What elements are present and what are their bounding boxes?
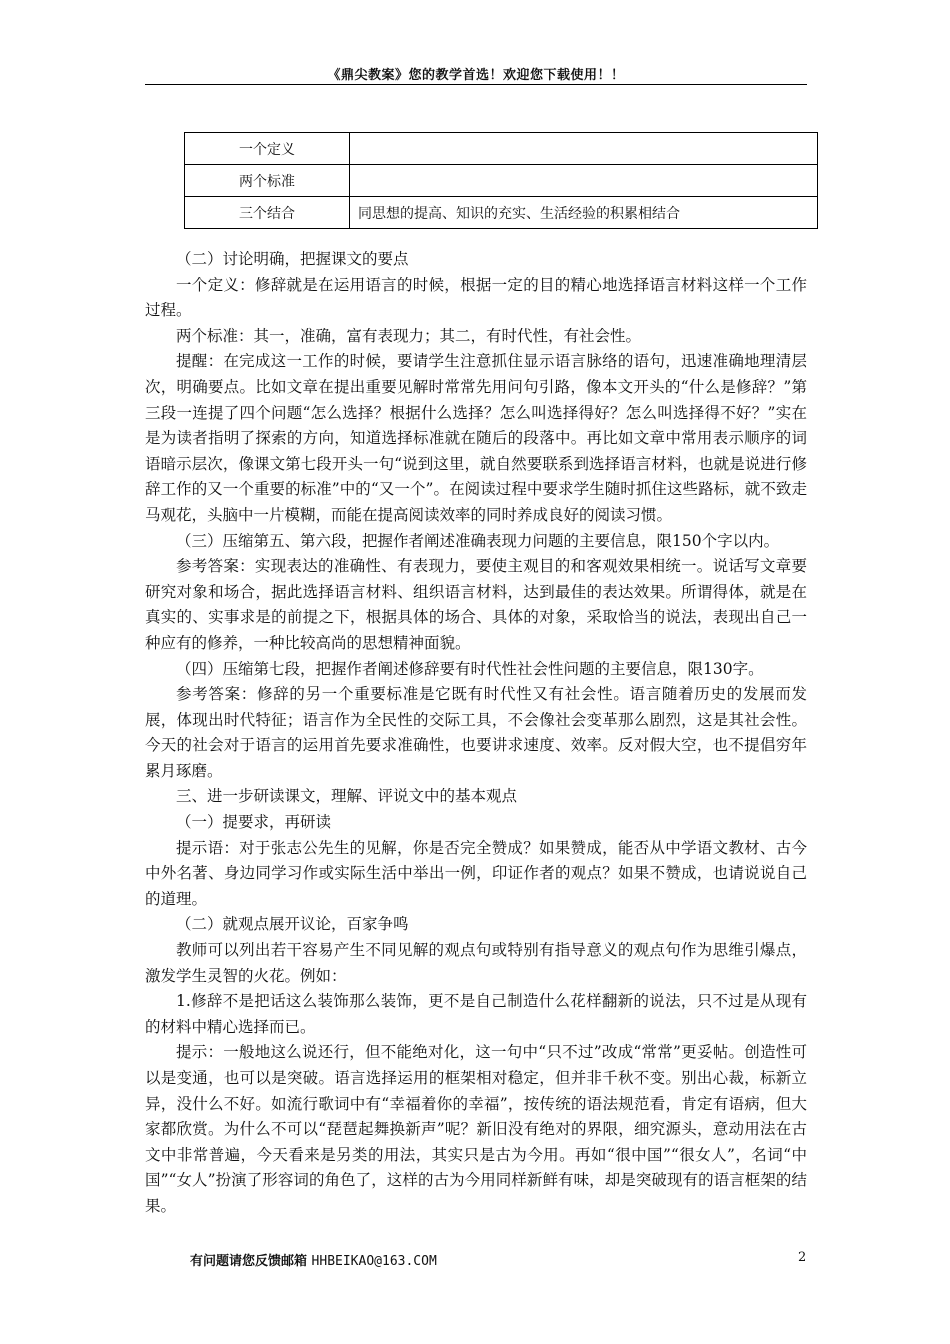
paragraph: 三、进一步研读课文，理解、评说文中的基本观点 [176,787,518,806]
paragraph: 提醒：在完成这一工作的时候，要请学生注意抓住显示语言脉络的语句，迅速准确地理清层次，明确要点。比如文章在提出重要见解时常常先用问句引路，像本文开头的“什么是修辞？”第三段一连提了四个问题“怎么选择？根据什么选择？怎么叫选择得好？怎么叫选择得不好？”实在是为读者指明了探索的方向，知道选择标准就在随后的段落中。再比如文章中常用表示顺序的词语暗示层次，像课文第七段开头一句“说到这里，就自然要联系到选择语言材料，也就是说进行修辞工作的又一个重要的标准”中的“又一个”。在阅读过程中要求学生随时抓住这些路标，就不致走马观花，头脑中一片模糊，而能在提高阅读效率的同时养成良好的阅读习惯。 [145,352,807,524]
paragraph: 提示语：对于张志公先生的见解，你是否完全赞成？如果赞成，能否从中学语文教材、古今中外名著、身边同学习作或实际生活中举出一例，印证作者的观点？如果不赞成，也请说说自己的道理。 [145,838,807,908]
paragraph: 两个标准：其一，准确，富有表现力；其二，有时代性，有社会性。 [176,326,642,345]
footer-email: HHBEIKAO@163.COM [311,1254,437,1269]
header-rule [145,84,807,85]
table-cell-key: 三个结合 [185,197,350,229]
paragraph: 参考答案：修辞的另一个重要标准是它既有时代性又有社会性。语言随着历史的发展而发展，体现出时代特征；语言作为全民性的交际工具，不会像社会变革那么剧烈，这是其社会性。今天的社会对于语言的运用首先要求准确性，也要讲求速度、效率。反对假大空，也不提倡穷年累月琢磨。 [145,685,807,780]
paragraph: （三）压缩第五、第六段，把握作者阐述准确表现力问题的主要信息，限150个字以内。 [176,531,780,550]
summary-table [184,132,818,229]
table-cell-key: 一个定义 [185,133,350,165]
table-cell-key: 两个标准 [185,165,350,197]
page-header: 《鼎尖教案》您的教学首选！欢迎您下载使用！！ [327,68,625,83]
table-cell-value: 同思想的提高、知识的充实、生活经验的积累相结合 [350,197,818,229]
paragraph: （一）提要求，再研读 [176,813,332,832]
paragraph: 提示：一般地这么说还行，但不能绝对化，这一句中“只不过”改成“常常”更妥帖。创造性可以是变通，也可以是突破。语言选择运用的框架相对稳定，但并非千秋不变。别出心裁，标新立异，没什么不好。如流行歌词中有“幸福着你的幸福”，按传统的语法规范看，肯定有语病，但大家都欣赏。为什么不可以“琵琶起舞换新声”呢？新旧没有绝对的界限，细究源头，意动用法在古文中非常普遍，今天看来是另类的用法，其实只是古为今用。再如“很中国”“很女人”，名词“中国”“女人”扮演了形容词的角色了，这样的古为今用同样新鲜有味，却是突破现有的语言框架的结果。 [145,1043,807,1215]
table-row [185,133,818,165]
paragraph: 教师可以列出若干容易产生不同见解的观点句或特别有指导意义的观点句作为思维引爆点，激发学生灵智的火花。例如： [145,941,807,985]
page-number: 2 [798,1250,807,1265]
paragraph: （四）压缩第七段，把握作者阐述修辞要有时代性社会性问题的主要信息，限130字。 [176,659,764,678]
paragraph: （二）就观点展开议论，百家争鸣 [176,915,409,934]
table-row [185,197,818,229]
paragraph: 参考答案：实现表达的准确性、有表现力，要使主观目的和客观效果相统一。说话写文章要研究对象和场合，据此选择语言材料、组织语言材料，达到最佳的表达效果。所谓得体，就是在真实的、实事求是的前提之下，根据具体的场合、具体的对象，采取恰当的说法，表现出自己一种应有的修养，一种比较高尚的思想精神面貌。 [145,557,807,652]
body-text [145,247,807,1220]
paragraph: 一个定义：修辞就是在运用语言的时候，根据一定的目的精心地选择语言材料这样一个工作过程。 [145,275,807,320]
table-cell-value [350,165,818,197]
paragraph: 1.修辞不是把话这么装饰那么装饰，更不是自己制造什么花样翻新的说法，只不过是从现有的材料中精心选择而已。 [145,992,807,1036]
table-row [185,165,818,197]
paragraph: （二）讨论明确，把握课文的要点 [176,250,409,268]
page-footer [190,1250,437,1269]
footer-text: 有问题请您反馈邮箱 [190,1254,308,1269]
table-cell-value [350,133,818,165]
